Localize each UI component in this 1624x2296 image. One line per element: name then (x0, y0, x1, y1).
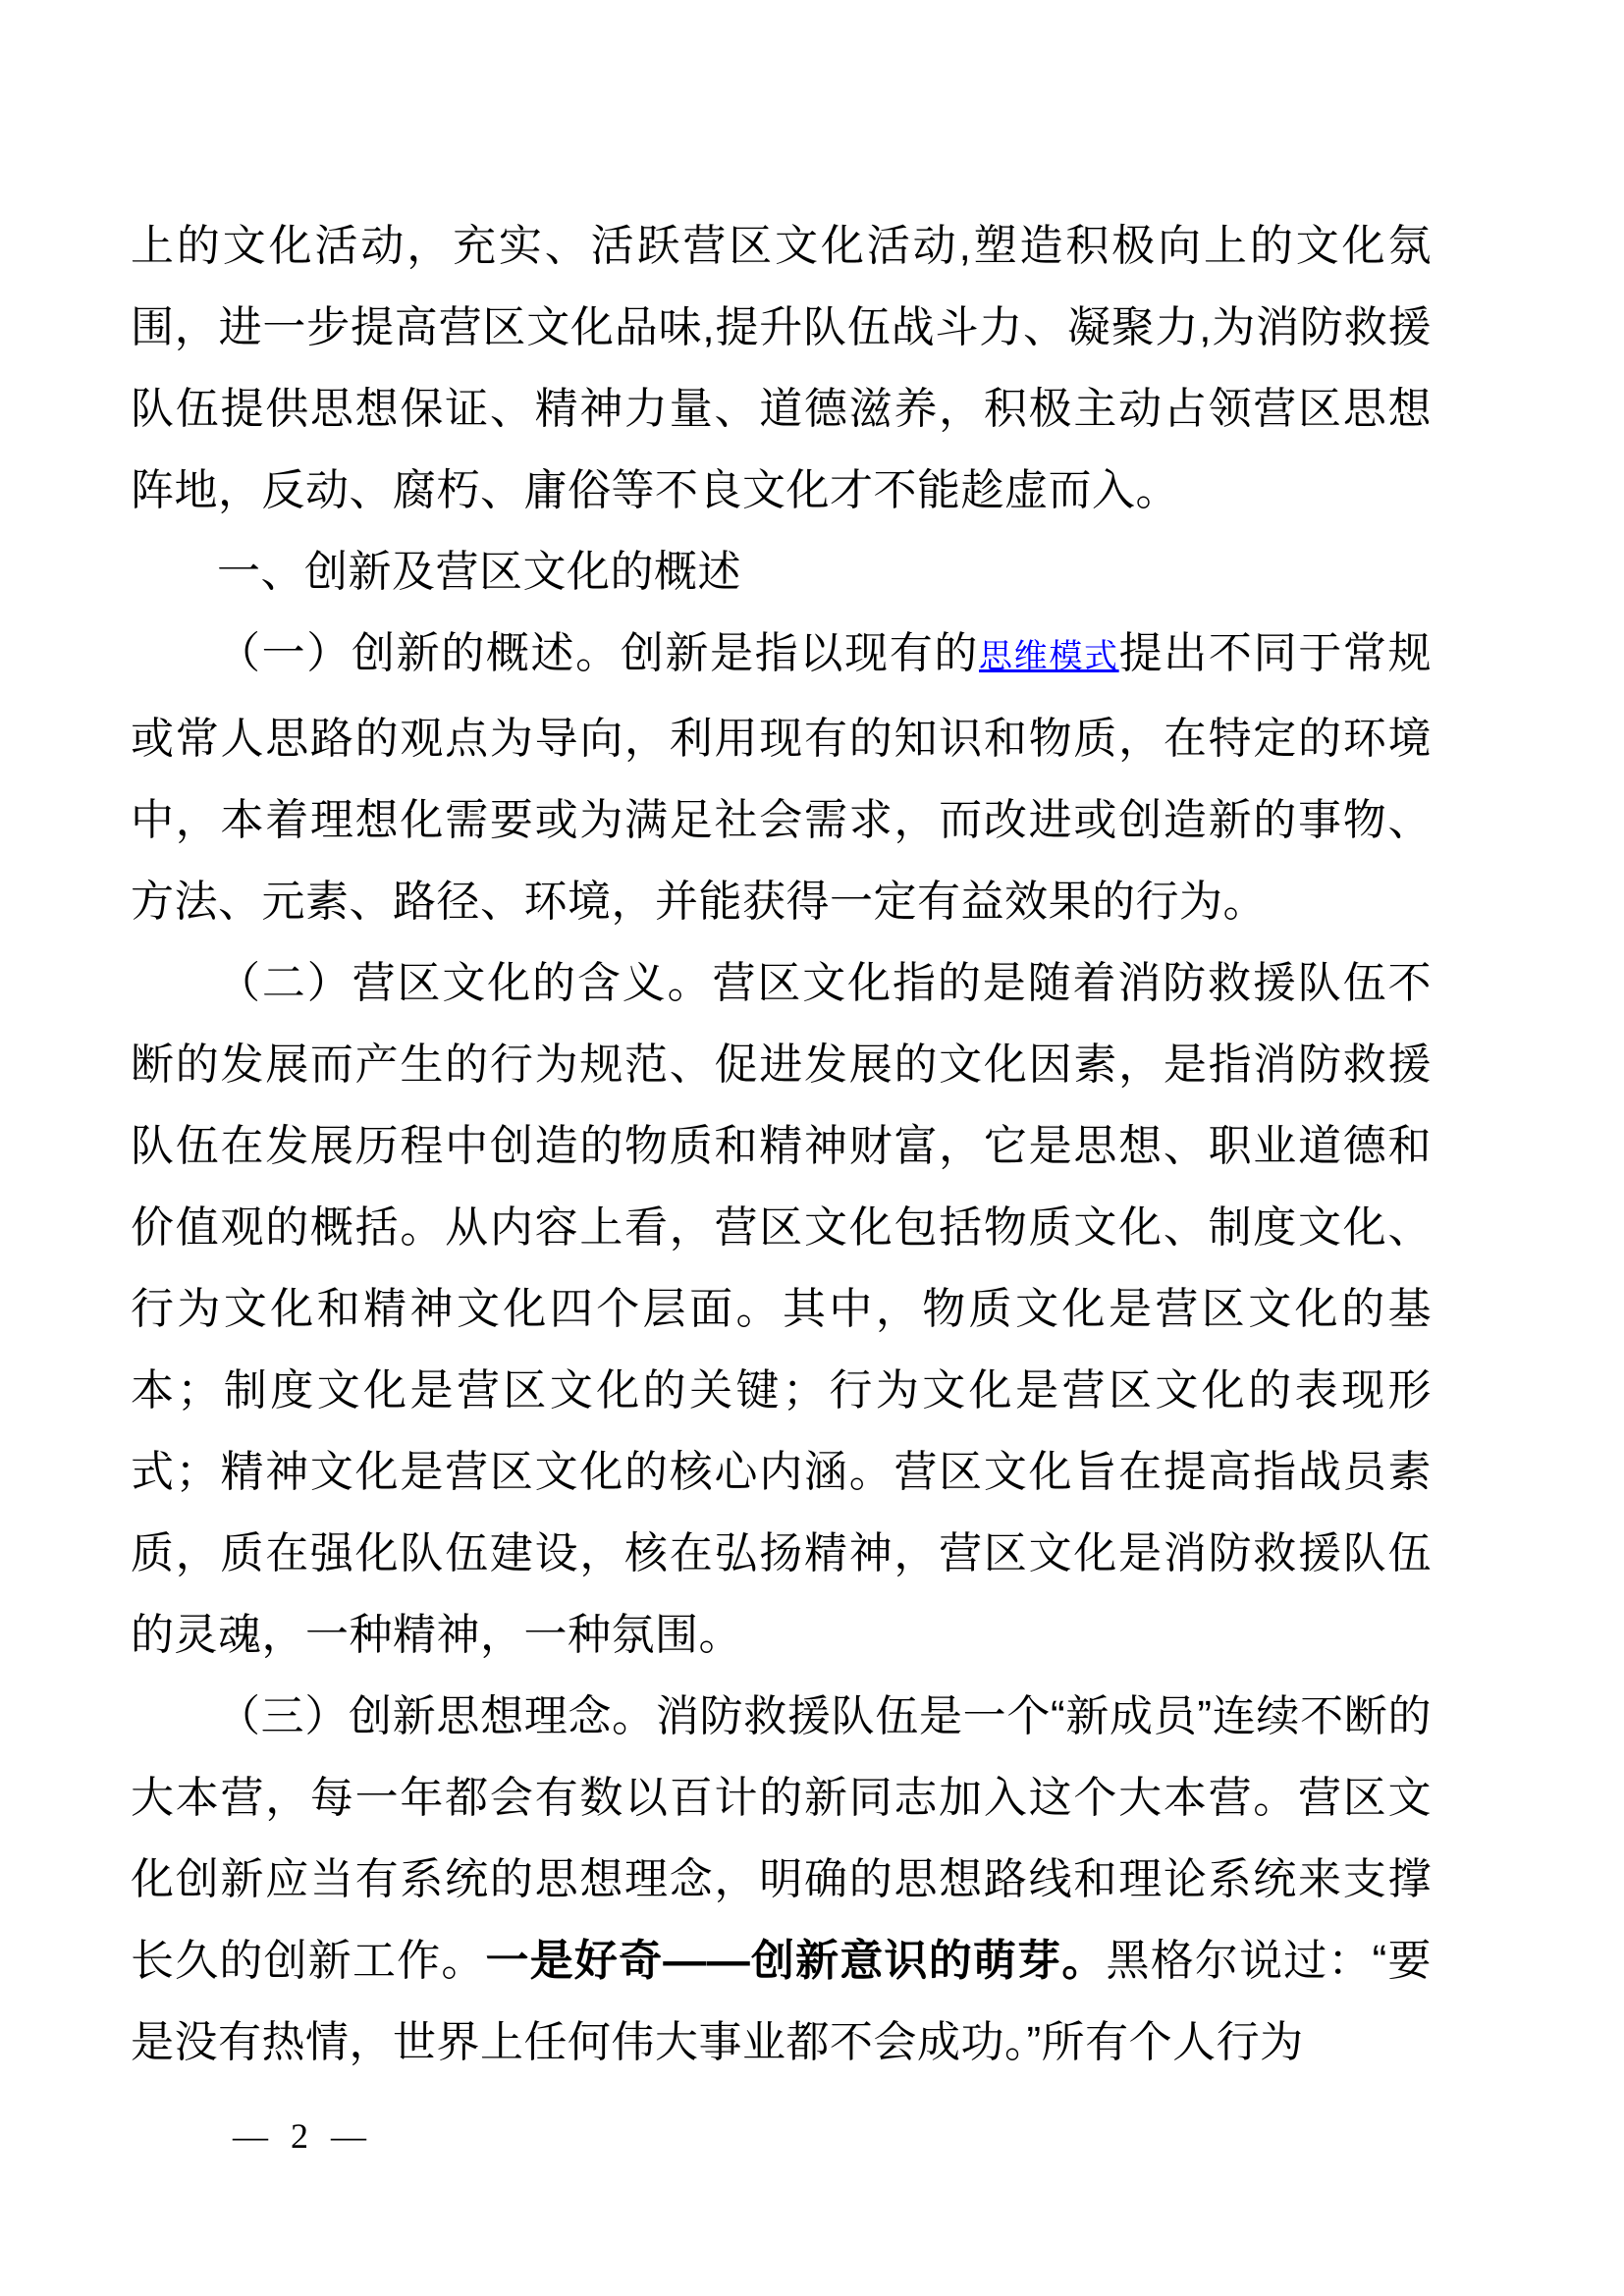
text-run-before-link: （一）创新的概述。创新是指以现有的 (217, 629, 980, 677)
document-body (131, 205, 1432, 2083)
siwei-moshi-link[interactable]: 思维模式 (979, 639, 1119, 675)
text-run-after-bold: 黑格尔说过：“要是没有热情，世界上任何伟大事业都不会成功。”所有个人行为 (131, 1937, 1433, 2066)
text-run-after-link: 提出不同于常规或常人思路的观点为导向，利用现有的知识和物质，在特定的环境中，本着理想化需要或为满足社会需求，而改进或创造新的事物、方法、元素、路径、环境，并能获得一定有益效果的行为。 (131, 629, 1433, 926)
paragraph-camp-culture-meaning: （二）营区文化的含义。营区文化指的是随着消防救援队伍不断的发展而产生的行为规范、促进发展的文化因素，是指消防救援队伍在发展历程中创造的物质和精神财富，它是思想、职业道德和价值观的概括。从内容上看，营区文化包括物质文化、制度文化、行为文化和精神文化四个层面。其中，物质文化是营区文化的基本；制度文化是营区文化的关键；行为文化是营区文化的表现形式；精神文化是营区文化的核心内涵。营区文化旨在提高指战员素质，质在强化队伍建设，核在弘扬精神，营区文化是消防救援队伍的灵魂，一种精神，一种氛围。 (131, 959, 1432, 1659)
paragraph-innovation-ideology (131, 1676, 1432, 2083)
page-number: — 2 — (233, 2116, 366, 2156)
paragraph-continuation: 上的文化活动，充实、活跃营区文化活动,塑造积极向上的文化氛围，进一步提高营区文化品味,提升队伍战斗力、凝聚力,为消防救援队伍提供思想保证、精神力量、道德滋养，积极主动占领营区思想阵地，反动、腐朽、庸俗等不良文化才不能趁虚而入。 (131, 222, 1432, 514)
text-run-before-bold: （三）创新思想理念。消防救援队伍是一个“新成员”连续不断的大本营，每一年都会有数以百计的新同志加入这个大本营。营区文化创新应当有系统的思想理念，明确的思想路线和理论系统来支撑长久的创新工作。 (131, 1692, 1432, 1985)
section-heading: 一、创新及营区文化的概述 (217, 548, 741, 596)
bold-run-curiosity: 一是好奇——创新意识的萌芽。 (485, 1937, 1107, 1985)
paragraph-innovation-overview (131, 613, 1432, 942)
